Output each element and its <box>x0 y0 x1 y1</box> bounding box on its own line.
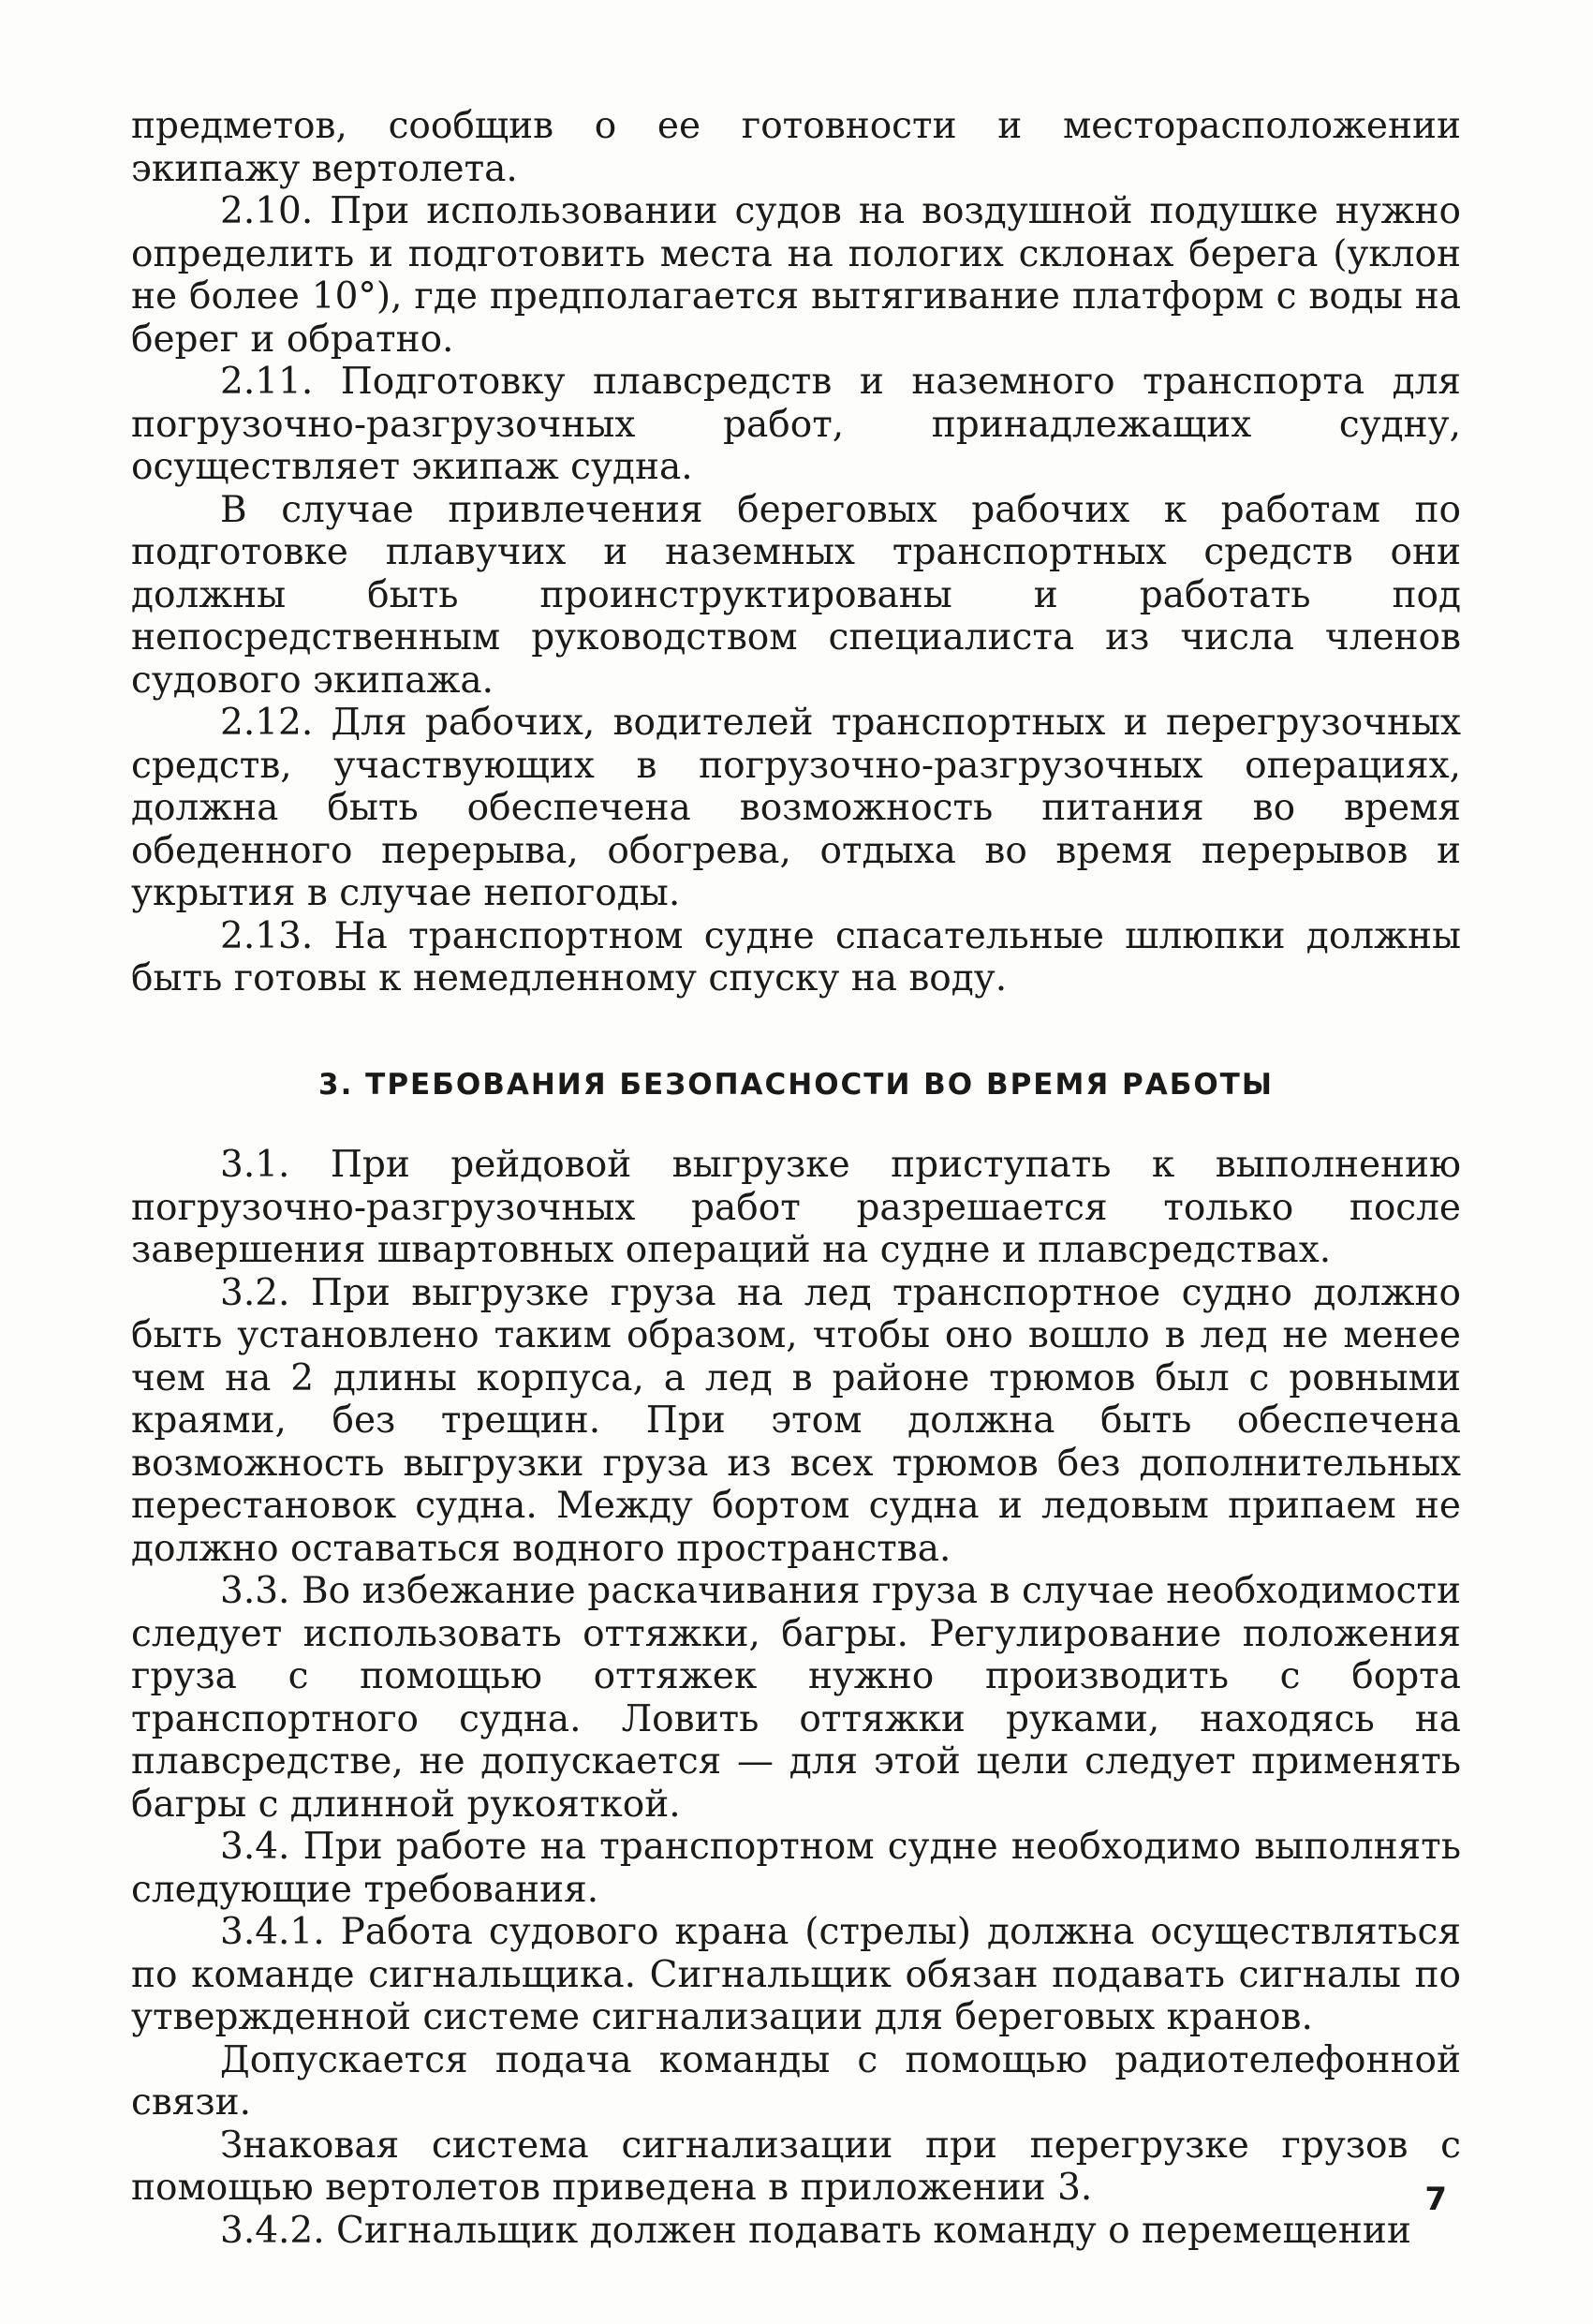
paragraph-3-2: 3.2. При выгрузке груза на лед транспортное судно должно быть установлено таким образом, чтобы оно вошло в лед не менее чем на 2 длины корпуса, а лед в районе трюмов был с ровными краями, без трещин. При этом должна быть обеспечена возможность выгрузки груза из всех трюмов без дополнительных перестановок судна. Между бортом судна и ледовым припаем не должно оставаться водного пространства. <box>131 1271 1461 1570</box>
paragraph: Знаковая система сигнализации при перегрузке грузов с помощью вертолетов приведена в приложении 3. <box>131 2124 1461 2209</box>
section-3 <box>131 1144 1461 2252</box>
section-heading: 3. ТРЕБОВАНИЯ БЕЗОПАСНОСТИ ВО ВРЕМЯ РАБОТЫ <box>318 1067 1274 1102</box>
paragraph-3-1: 3.1. При рейдовой выгрузке приступать к выполнению погрузочно-разгрузочных работ разрешается только после завершения швартовных операций на судне и плавсредствах. <box>131 1144 1461 1271</box>
paragraph: В случае привлечения береговых рабочих к работам по подготовке плавучих и наземных транспортных средств они должны быть проинструктированы и работать под непосредственным руководством специалиста из числа членов судового экипажа. <box>131 488 1461 702</box>
paragraph: предметов, сообщив о ее готовности и месторасположении экипажу вертолета. <box>131 105 1461 190</box>
paragraph-3-4-1: 3.4.1. Работа судового крана (стрелы) должна осуществляться по команде сигнальщика. Сигнальщик обязан подавать сигналы по утвержденной системе сигнализации для береговых кранов. <box>131 1911 1461 2038</box>
paragraph-2-11: 2.11. Подготовку плавсредств и наземного транспорта для погрузочно-разгрузочных работ, принадлежащих судну, осуществляет экипаж судна. <box>131 361 1461 488</box>
page-number: 7 <box>1424 2181 1447 2218</box>
main-text <box>131 105 1461 2252</box>
paragraph-2-13: 2.13. На транспортном судне спасательные шлюпки должны быть готовы к немедленному спуску на воду. <box>131 914 1461 999</box>
section-2-continuation <box>131 105 1461 1000</box>
paragraph-2-12: 2.12. Для рабочих, водителей транспортных и перегрузочных средств, участвующих в погрузочно-разгрузочных операциях, должна быть обеспечена возможность питания во время обеденного перерыва, обогрева, отдыха во время перерывов и укрытия в случае непогоды. <box>131 702 1461 914</box>
paragraph-3-4-2: 3.4.2. Сигнальщик должен подавать команду о перемещении <box>220 2209 1411 2252</box>
paragraph-3-3: 3.3. Во избежание раскачивания груза в случае необходимости следует использовать оттяжки, багры. Регулирование положения груза с помощью оттяжек нужно производить с борта транспортного судна. Ловить оттяжки руками, находясь на плавсредстве, не допускается — для этой цели следует применять багры с длинной рукояткой. <box>131 1570 1461 1826</box>
paragraph-3-4: 3.4. При работе на транспортном судне необходимо выполнять следующие требования. <box>131 1826 1461 1911</box>
paragraph: Допускается подача команды с помощью радиотелефонной связи. <box>131 2038 1461 2124</box>
paragraph-2-10: 2.10. При использовании судов на воздушной подушке нужно определить и подготовить места на пологих склонах берега (уклон не более 10°), где предполагается вытягивание платформ с воды на берег и обратно. <box>131 190 1461 361</box>
